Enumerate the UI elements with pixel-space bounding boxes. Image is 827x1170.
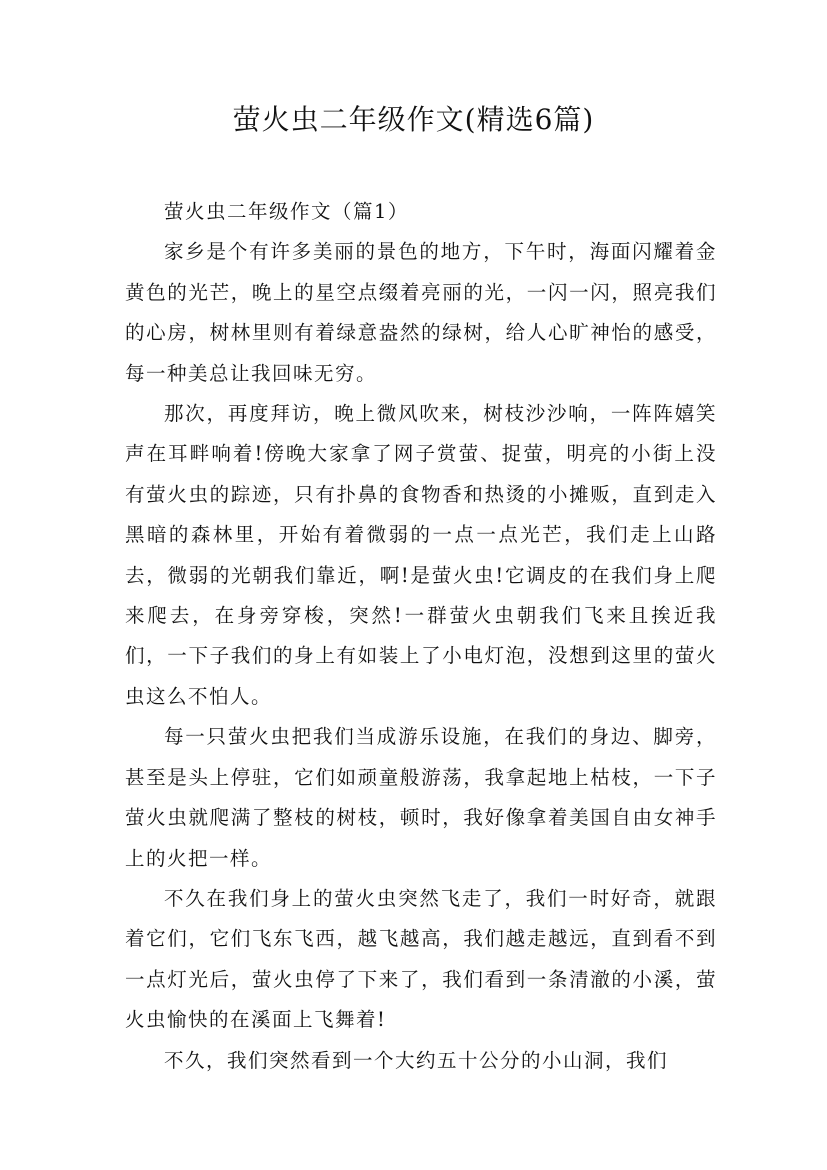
- paragraph: 不久在我们身上的萤火虫突然飞走了，我们一时好奇，就跟着它们，它们飞东飞西，越飞越高，我们越走越远，直到看不到一点灯光后，萤火虫停了下来了，我们看到一条清澈的小溪，萤火虫愉快的在溪面上飞舞着!: [125, 886, 717, 1032]
- document-title: 萤火虫二年级作文(精选6篇): [232, 103, 595, 136]
- paragraph: 家乡是个有许多美丽的景色的地方，下午时，海面闪耀着金黄色的光芒，晚上的星空点缀着亮丽的光，一闪一闪，照亮我们的心房，树林里则有着绿意盎然的绿树，给人心旷神怡的感受，每一种美总让我回味无穷。: [125, 240, 717, 385]
- document-body: [125, 192, 717, 1081]
- section-heading: 萤火虫二年级作文（篇1）: [164, 200, 409, 223]
- paragraph: 那次，再度拜访，晚上微风吹来，树枝沙沙响，一阵阵嬉笑声在耳畔响着!傍晚大家拿了网子赏萤、捉萤，明亮的小街上没有萤火虫的踪迹，只有扑鼻的食物香和热烫的小摊贩，直到走入黑暗的森林里，开始有着微弱的一点一点光芒，我们走上山路去，微弱的光朝我们靠近，啊!是萤火虫!它调皮的在我们身上爬来爬去，在身旁穿梭，突然!一群萤火虫朝我们飞来且挨近我们，一下子我们的身上有如装上了小电灯泡，没想到这里的萤火虫这么不怕人。: [125, 402, 717, 708]
- paragraph: 不久，我们突然看到一个大约五十公分的小山洞，我们: [164, 1048, 669, 1072]
- paragraph: 每一只萤火虫把我们当成游乐设施，在我们的身边、脚旁，甚至是头上停驻，它们如顽童般游荡，我拿起地上枯枝，一下子萤火虫就爬满了整枝的树枝，顿时，我好像拿着美国自由女神手上的火把一样。: [125, 725, 717, 870]
